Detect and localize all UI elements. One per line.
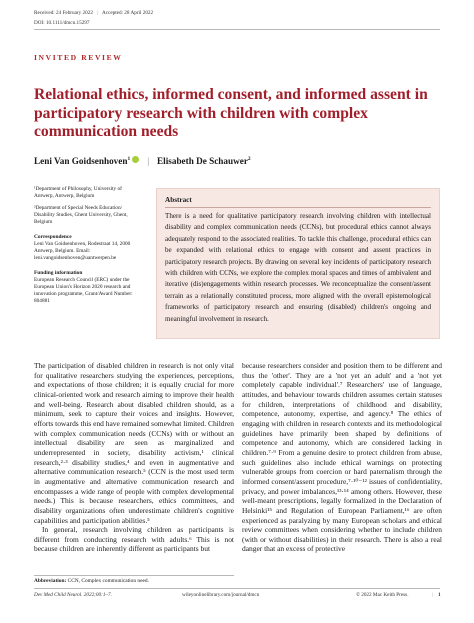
abbreviation-note (34, 578, 149, 584)
received-date: Received: 24 February 2022 (34, 10, 93, 16)
abbreviation-label: Abbreviation: (34, 578, 67, 584)
author-affiliation-marker-2: 2 (247, 156, 251, 162)
footer-rule (34, 588, 440, 589)
correspondence-heading: Correspondence (34, 234, 72, 240)
body-column-left (34, 361, 234, 554)
received-accepted-line (34, 10, 153, 16)
header-rule (34, 29, 440, 30)
affiliation-1: ¹Department of Philosophy, University of Antwerp, Antwerp, Belgium (34, 186, 122, 200)
author-name-2[interactable]: Elisabeth De Schauwer (157, 156, 248, 167)
author-line (34, 156, 251, 166)
article-type-label: INVITED REVIEW (34, 53, 123, 62)
header-separator: | (96, 10, 98, 16)
orcid-icon[interactable] (132, 156, 139, 163)
correspondence-body: Leni Van Goidsenhoven, Rodestraat 14, 2000 Antwerp, Belgium. Email: leni.vangoidsenhoven@uantwerpen.be (34, 241, 131, 262)
footer-copyright: © 2022 Mac Keith Press. (356, 592, 409, 598)
body-paragraph: The participation of disabled children in research is not only vital for qualitative researchers studying the experiences, perceptions, and expectations of those children; it is equally crucial for more clinical-oriented work and research aiming to improve their health and well-being. Research about disabled children should, as a minimum, seek to capture their voices and insights. However, efforts towards this end have remained somewhat limited. Children with complex communication needs (CCNs) with or without an intellectual disability are seen as marginalized and underrepresented in society, disability activism,¹ clinical research,²·³ disability studies,⁴ and even in augmentative and alternative communication research.⁵ (CCN is the most used term in augmentative and alternative communication research and encompasses a wide range of people with complex developmental needs.) This is because researchers, ethics committees, and disability organizations often underestimate children's cognitive capabilities and participation abilities.⁵ (34, 361, 235, 525)
footer-journal: Dev Med Child Neurol. 2022;00:1–7. (34, 592, 112, 598)
footer-url[interactable]: wileyonlinelibrary.com/journal/dmcn (182, 592, 260, 598)
abstract-text: There is a need for qualitative participatory research involving children with intellectual disability and complex communication needs (CCNs), but procedural ethics cannot always adequately respond to the associated realities. To tackle this challenge, procedural ethics can be expanded with relational ethics to engage with consent and assent practices in participatory research projects. By drawing on several key incidents of participatory research with children with CCNs, we explore the complex moral spaces and times of ambivalent and iterative (dis)engagements within research processes. We reconceptualize the consent/assent terrain as a relationally constituted process, more aligned with the overall epistemological frameworks of participatory research and ensuring (disabled) children's ongoing and meaningful involvement in research. (165, 212, 431, 323)
accepted-date: Accepted: 28 April 2022 (101, 10, 154, 16)
abbreviation-text: CCN, Complex communication need. (67, 578, 149, 584)
page-number: | 1 (432, 592, 441, 598)
body-paragraph: because researchers consider and position them to be different and thus the 'other'. They are a 'not yet an adult' and a 'not yet completely capable individual'.⁷ Researchers' use of language, attitudes, and behaviour towards children assumes certain statuses for children, interpretations of childhood and disability, competence, autonomy, expertise, and agency.⁸ The ethics of engaging with children in research contexts and its methodological guidelines have primarily been shaped by definitions of competence and autonomy, which are considered lacking in children.⁷·⁹ From a genuine desire to protect children from abuse, such guidelines also include ethical warnings on protecting vulnerable groups from coercion or hard paternalism through the informed consent/assent procedure,⁷·¹⁰⁻¹² issues of confidentiality, privacy, and power imbalances,¹³·¹⁴ among others. However, these well-meant prescriptions, legally formalized in the Declaration of Helsinki¹⁵ and Regulation of European Parliament,¹⁶ are often experienced as paralyzing by many European scholars and ethical review committees when considering whether to include children (with or without disabilities) in their research. There is also a real danger that an excess of protective (242, 361, 442, 554)
abbreviation-rule (34, 575, 234, 576)
body-column-right (242, 361, 442, 554)
article-title: Relational ethics, informed consent, and informed assent in participatory research with children with complex communication needs (34, 86, 428, 141)
doi[interactable]: DOI: 10.1111/dmcn.15297 (34, 20, 90, 26)
affiliation-2: ²Department of Special Needs Education/ Disability Studies, Ghent University, Ghent, Belgium (34, 205, 128, 226)
author-affiliation-marker: 1 (127, 156, 131, 162)
funding-heading: Funding information (34, 270, 83, 276)
abstract-box (156, 188, 440, 339)
body-paragraph: In general, research involving children as participants is different from conducting research with adults.⁶ This is not because children are inherently different as participants but (34, 525, 234, 554)
abstract-heading: Abstract (165, 196, 431, 208)
author-name[interactable]: Leni Van Goidsenhoven (34, 156, 128, 167)
funding-body: European Research Council (ERC) under the European Union's Horizon 2020 research and innovation programme, Grant/Award Number: 804881 (34, 277, 133, 305)
author-separator: | (147, 156, 150, 167)
